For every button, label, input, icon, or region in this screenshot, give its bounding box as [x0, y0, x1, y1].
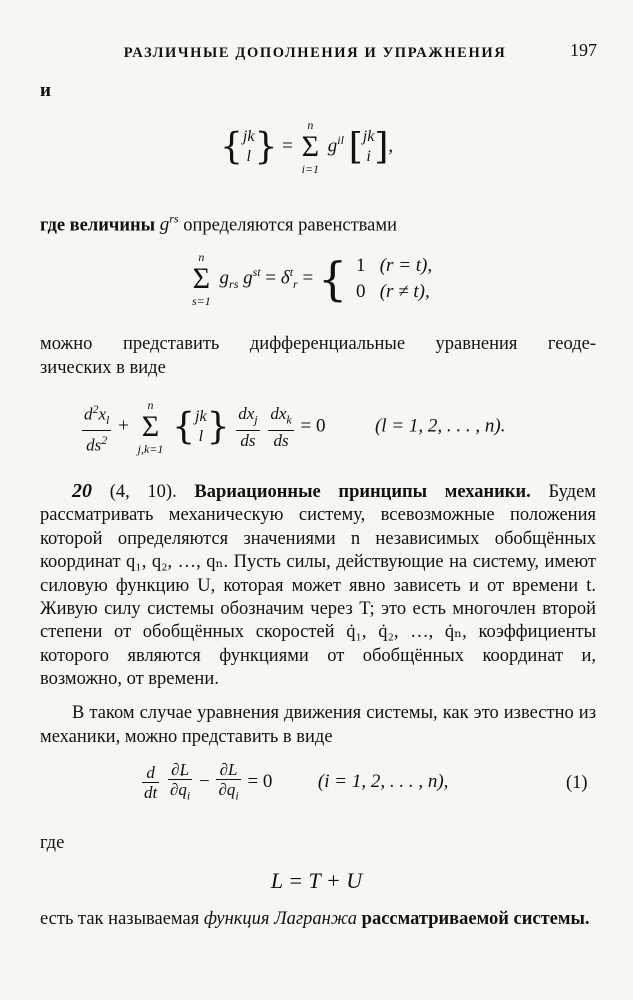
motion-paragraph: В таком случае уравнения движения системы, как это известно из механики, можно представить в виде [40, 703, 596, 747]
lagrange-function-paragraph: есть так называемая функция Лагранжа рассматриваемой системы. [40, 909, 590, 929]
geodesic-paragraph: можно представить дифференциальные уравнения геоде- зических в виде [40, 334, 596, 378]
running-header: РАЗЛИЧНЫЕ ДОПОЛНЕНИЯ И УПРАЖНЕНИЯ [123, 45, 507, 61]
page-number: 197 [570, 40, 597, 60]
equation-number: (1) [566, 773, 588, 793]
equation-lagrangian: L = T + U [270, 868, 363, 893]
where2: где [40, 833, 65, 853]
equation-geodesic: $\frac{d^2x_l}{ds^2}$ + n Σ j,k=1 { jk l } $\frac{dx_j}{ds}$ $\frac{dx_k}{ds}$ = 0 (l = 1, 2, . . . , n). [84, 398, 506, 456]
equation-christoffel: { jk l } = n Σ i=1 $g^{il}$ [ jk i ], [220, 118, 394, 176]
section-20-paragraph: 20 (4, 10). Вариационные принципы механики. Будем рассматривать механическую систему, всевозможные положения которой определяются значениями n независимых обобщённых координат q₁, q₂, …, qₙ. Пусть силы, действующие на систему, имеют силовую функцию U, которая может явно зависеть и от времени t. Живую силу системы обозначим через T; это есть многочлен второй степени от обобщённых скоростей q̇₁, q̇₂, …, q̇ₙ, коэффициенты которого являются функциями от обобщённых координат и, возможно, от времени. [40, 480, 597, 690]
equation-lagrange: $\frac{d}{dt}$ $\frac{\partial L}{\partial• q_i}$ − $\frac{\partial L}{\partial q_i}$ = 0 (i = 1, 2, . . . , n), [140, 760, 448, 805]
equation-kronecker: n Σ s=1 $g_{rs}$ $g^{st} = \delta^t_r$ = { 1 (r = t), 0 (r ≠ t), [192, 250, 433, 308]
conjunction-and: и [40, 80, 51, 101]
where-line: где величины $g^{rs}$ определяются равенствами [40, 212, 397, 236]
